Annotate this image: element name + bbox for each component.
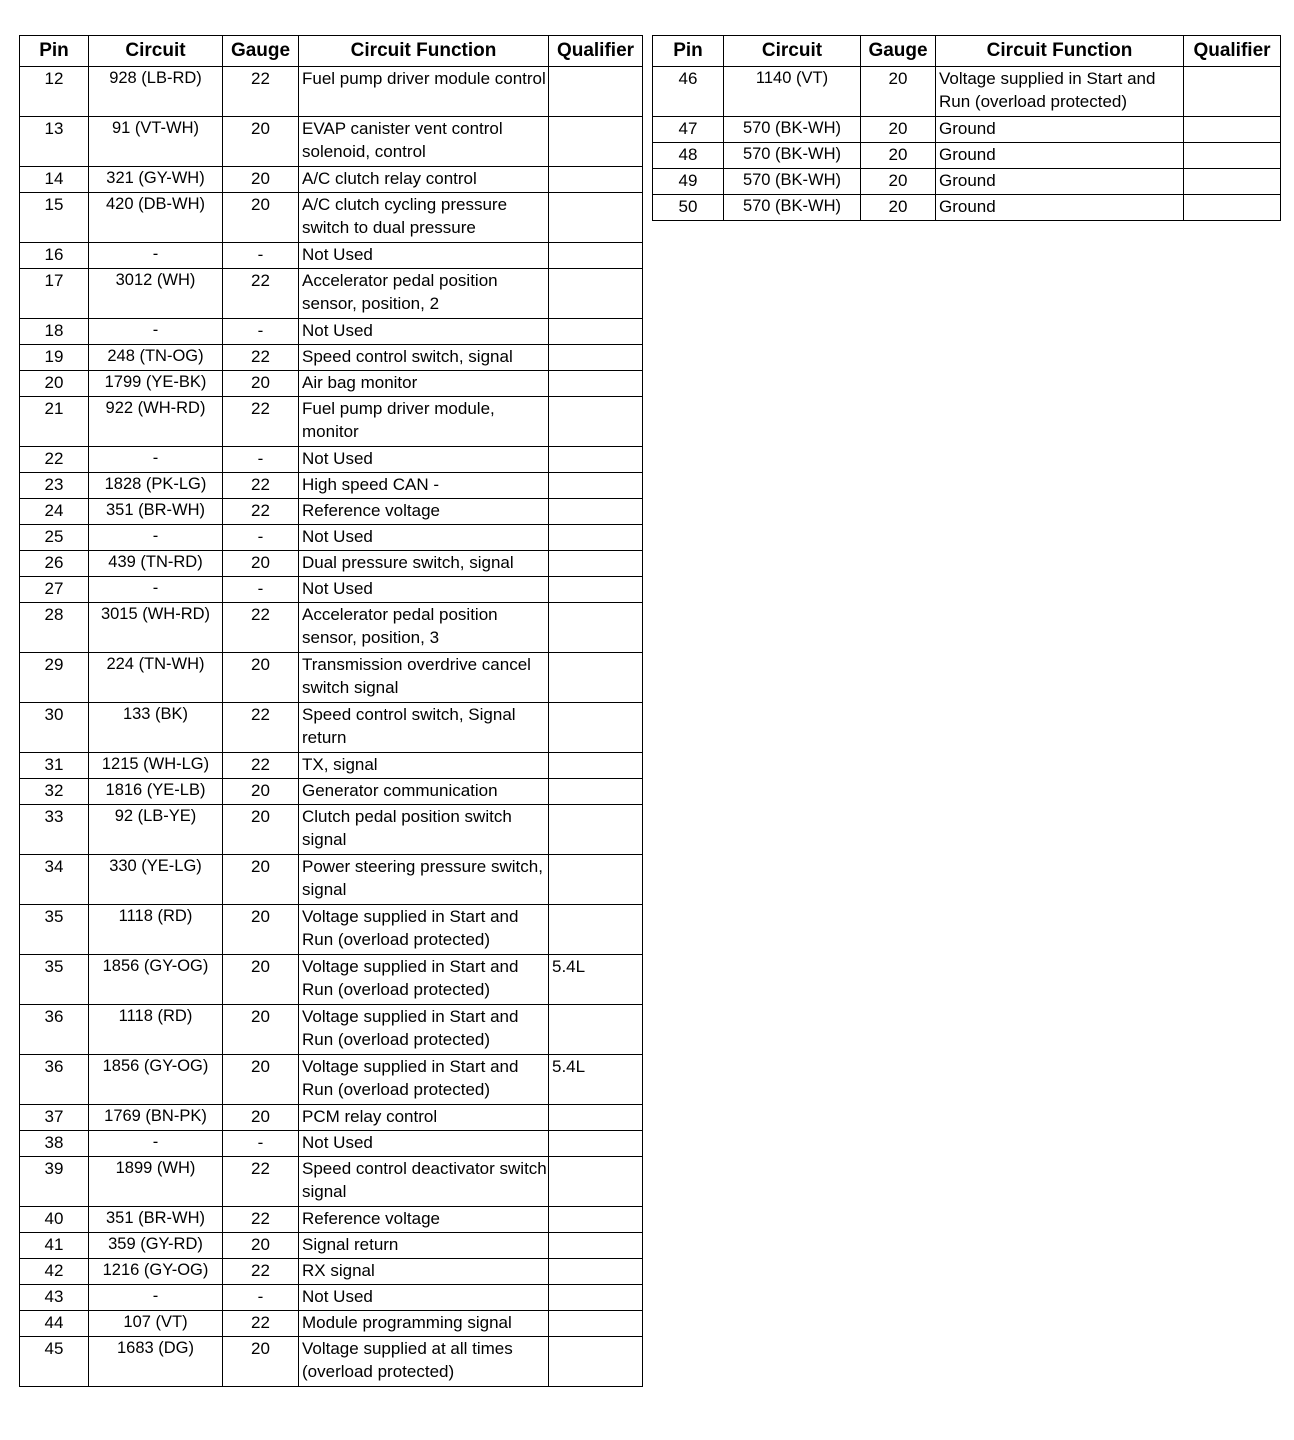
pin-cell: 32 xyxy=(20,779,89,805)
pin-cell: 40 xyxy=(20,1207,89,1233)
qualifier-cell xyxy=(549,1337,643,1387)
circuit-cell: 133 (BK) xyxy=(89,703,223,753)
circuit-cell: 91 (VT-WH) xyxy=(89,117,223,167)
pinout-table-left xyxy=(19,35,643,1387)
circuit-function-cell: Air bag monitor xyxy=(299,371,549,397)
gauge-cell: 20 xyxy=(223,955,299,1005)
circuit-cell: 321 (GY-WH) xyxy=(89,167,223,193)
table-row xyxy=(20,1131,643,1157)
pin-cell: 44 xyxy=(20,1311,89,1337)
gauge-cell: - xyxy=(223,447,299,473)
header-gauge: Gauge xyxy=(223,36,299,67)
qualifier-cell xyxy=(549,551,643,577)
pin-cell: 26 xyxy=(20,551,89,577)
table-row xyxy=(20,117,643,167)
pin-cell: 16 xyxy=(20,243,89,269)
qualifier-cell xyxy=(549,703,643,753)
pin-cell: 27 xyxy=(20,577,89,603)
circuit-function-cell: Accelerator pedal position sensor, position, 3 xyxy=(299,603,549,653)
circuit-cell: 928 (LB-RD) xyxy=(89,67,223,117)
qualifier-cell xyxy=(549,577,643,603)
gauge-cell: 20 xyxy=(223,1105,299,1131)
header-circuit: Circuit xyxy=(724,36,861,67)
circuit-cell: 1216 (GY-OG) xyxy=(89,1259,223,1285)
qualifier-cell xyxy=(549,193,643,243)
circuit-function-cell: Not Used xyxy=(299,447,549,473)
circuit-function-cell: Voltage supplied in Start and Run (overload protected) xyxy=(299,1005,549,1055)
table-row xyxy=(20,67,643,117)
table-row xyxy=(20,525,643,551)
pin-cell: 21 xyxy=(20,397,89,447)
circuit-function-cell: PCM relay control xyxy=(299,1105,549,1131)
table-row xyxy=(20,345,643,371)
circuit-function-cell: Speed control switch, signal xyxy=(299,345,549,371)
pinout-table-right xyxy=(652,35,1281,221)
circuit-cell: 1816 (YE-LB) xyxy=(89,779,223,805)
gauge-cell: 20 xyxy=(861,117,936,143)
qualifier-cell xyxy=(549,319,643,345)
pin-cell: 35 xyxy=(20,905,89,955)
circuit-cell: 359 (GY-RD) xyxy=(89,1233,223,1259)
circuit-cell: - xyxy=(89,1285,223,1311)
gauge-cell: 22 xyxy=(223,1311,299,1337)
table-row xyxy=(20,1105,643,1131)
qualifier-cell xyxy=(549,1131,643,1157)
pin-cell: 45 xyxy=(20,1337,89,1387)
qualifier-cell: 5.4L xyxy=(549,955,643,1005)
gauge-cell: - xyxy=(223,577,299,603)
table-row xyxy=(20,1005,643,1055)
qualifier-cell xyxy=(549,905,643,955)
pin-cell: 25 xyxy=(20,525,89,551)
circuit-function-cell: Generator communication xyxy=(299,779,549,805)
qualifier-cell xyxy=(1184,143,1281,169)
table-row xyxy=(20,447,643,473)
table-row xyxy=(20,753,643,779)
circuit-function-cell: Speed control switch, Signal return xyxy=(299,703,549,753)
gauge-cell: 22 xyxy=(223,345,299,371)
table-row xyxy=(20,805,643,855)
circuit-function-cell: Reference voltage xyxy=(299,499,549,525)
gauge-cell: 20 xyxy=(223,117,299,167)
gauge-cell: 20 xyxy=(223,371,299,397)
gauge-cell: - xyxy=(223,1131,299,1157)
header-pin: Pin xyxy=(20,36,89,67)
pin-cell: 15 xyxy=(20,193,89,243)
circuit-function-cell: Voltage supplied in Start and Run (overload protected) xyxy=(936,67,1184,117)
gauge-cell: 20 xyxy=(223,551,299,577)
pin-cell: 41 xyxy=(20,1233,89,1259)
circuit-function-cell: Not Used xyxy=(299,1131,549,1157)
gauge-cell: 20 xyxy=(223,905,299,955)
pin-cell: 30 xyxy=(20,703,89,753)
table-row xyxy=(20,603,643,653)
header-row xyxy=(20,36,643,67)
circuit-cell: 92 (LB-YE) xyxy=(89,805,223,855)
circuit-cell: - xyxy=(89,243,223,269)
table-body-right xyxy=(653,67,1281,221)
table-body-left xyxy=(20,67,643,1387)
qualifier-cell xyxy=(549,397,643,447)
circuit-cell: 1856 (GY-OG) xyxy=(89,955,223,1005)
gauge-cell: 20 xyxy=(861,169,936,195)
circuit-function-cell: Fuel pump driver module control xyxy=(299,67,549,117)
table-row xyxy=(20,1285,643,1311)
qualifier-cell xyxy=(549,1157,643,1207)
table-row xyxy=(20,397,643,447)
pin-cell: 43 xyxy=(20,1285,89,1311)
circuit-function-cell: A/C clutch relay control xyxy=(299,167,549,193)
gauge-cell: 20 xyxy=(223,653,299,703)
header-row xyxy=(653,36,1281,67)
qualifier-cell: 5.4L xyxy=(549,1055,643,1105)
pin-cell: 13 xyxy=(20,117,89,167)
pin-cell: 46 xyxy=(653,67,724,117)
table-row xyxy=(653,67,1281,117)
circuit-cell: 1118 (RD) xyxy=(89,1005,223,1055)
gauge-cell: 20 xyxy=(223,1233,299,1259)
gauge-cell: 22 xyxy=(223,753,299,779)
gauge-cell: 20 xyxy=(223,1005,299,1055)
circuit-cell: 922 (WH-RD) xyxy=(89,397,223,447)
circuit-cell: 1769 (BN-PK) xyxy=(89,1105,223,1131)
circuit-function-cell: Power steering pressure switch, signal xyxy=(299,855,549,905)
circuit-cell: 1215 (WH-LG) xyxy=(89,753,223,779)
circuit-function-cell: Ground xyxy=(936,169,1184,195)
gauge-cell: 22 xyxy=(223,603,299,653)
table-row xyxy=(20,577,643,603)
qualifier-cell xyxy=(1184,169,1281,195)
circuit-cell: 570 (BK-WH) xyxy=(724,195,861,221)
qualifier-cell xyxy=(549,525,643,551)
table-row xyxy=(653,143,1281,169)
table-row xyxy=(20,703,643,753)
circuit-cell: 107 (VT) xyxy=(89,1311,223,1337)
qualifier-cell xyxy=(549,345,643,371)
qualifier-cell xyxy=(549,1105,643,1131)
gauge-cell: 22 xyxy=(223,1157,299,1207)
circuit-function-cell: Not Used xyxy=(299,243,549,269)
circuit-function-cell: Ground xyxy=(936,143,1184,169)
gauge-cell: 22 xyxy=(223,67,299,117)
pin-cell: 19 xyxy=(20,345,89,371)
qualifier-cell xyxy=(549,653,643,703)
pin-cell: 36 xyxy=(20,1055,89,1105)
table-row xyxy=(653,117,1281,143)
table-row xyxy=(20,1055,643,1105)
circuit-cell: 224 (TN-WH) xyxy=(89,653,223,703)
table-row xyxy=(20,1311,643,1337)
header-qualifier: Qualifier xyxy=(549,36,643,67)
circuit-cell: 3015 (WH-RD) xyxy=(89,603,223,653)
gauge-cell: 20 xyxy=(223,855,299,905)
circuit-cell: 570 (BK-WH) xyxy=(724,143,861,169)
pin-cell: 47 xyxy=(653,117,724,143)
gauge-cell: 22 xyxy=(223,499,299,525)
qualifier-cell xyxy=(549,1207,643,1233)
qualifier-cell xyxy=(549,371,643,397)
gauge-cell: 20 xyxy=(223,193,299,243)
table-row xyxy=(20,499,643,525)
circuit-function-cell: Signal return xyxy=(299,1233,549,1259)
table-row xyxy=(20,319,643,345)
pin-cell: 37 xyxy=(20,1105,89,1131)
pin-cell: 34 xyxy=(20,855,89,905)
circuit-function-cell: Voltage supplied in Start and Run (overload protected) xyxy=(299,905,549,955)
gauge-cell: 22 xyxy=(223,1207,299,1233)
circuit-function-cell: Dual pressure switch, signal xyxy=(299,551,549,577)
circuit-cell: 439 (TN-RD) xyxy=(89,551,223,577)
gauge-cell: 22 xyxy=(223,397,299,447)
qualifier-cell xyxy=(549,1005,643,1055)
gauge-cell: - xyxy=(223,525,299,551)
qualifier-cell xyxy=(1184,195,1281,221)
gauge-cell: 22 xyxy=(223,703,299,753)
circuit-function-cell: Speed control deactivator switch signal xyxy=(299,1157,549,1207)
gauge-cell: 20 xyxy=(223,1337,299,1387)
circuit-function-cell: RX signal xyxy=(299,1259,549,1285)
qualifier-cell xyxy=(549,243,643,269)
gauge-cell: - xyxy=(223,243,299,269)
qualifier-cell xyxy=(1184,67,1281,117)
circuit-function-cell: Transmission overdrive cancel switch signal xyxy=(299,653,549,703)
circuit-function-cell: Voltage supplied in Start and Run (overload protected) xyxy=(299,955,549,1005)
pin-cell: 39 xyxy=(20,1157,89,1207)
table-row xyxy=(20,1259,643,1285)
pin-cell: 20 xyxy=(20,371,89,397)
circuit-cell: 570 (BK-WH) xyxy=(724,169,861,195)
qualifier-cell xyxy=(549,1259,643,1285)
table-row xyxy=(20,193,643,243)
table-row xyxy=(653,195,1281,221)
gauge-cell: 22 xyxy=(223,1259,299,1285)
pin-cell: 38 xyxy=(20,1131,89,1157)
qualifier-cell xyxy=(549,855,643,905)
table-row xyxy=(20,473,643,499)
pin-cell: 36 xyxy=(20,1005,89,1055)
pin-cell: 49 xyxy=(653,169,724,195)
circuit-function-cell: Voltage supplied in Start and Run (overload protected) xyxy=(299,1055,549,1105)
circuit-function-cell: High speed CAN - xyxy=(299,473,549,499)
circuit-cell: 570 (BK-WH) xyxy=(724,117,861,143)
circuit-cell: 1118 (RD) xyxy=(89,905,223,955)
circuit-cell: - xyxy=(89,447,223,473)
header-gauge: Gauge xyxy=(861,36,936,67)
header-circuit: Circuit xyxy=(89,36,223,67)
table-row xyxy=(20,551,643,577)
gauge-cell: 20 xyxy=(861,195,936,221)
gauge-cell: 20 xyxy=(223,805,299,855)
table-row xyxy=(653,169,1281,195)
gauge-cell: 22 xyxy=(223,473,299,499)
qualifier-cell xyxy=(549,167,643,193)
pin-cell: 31 xyxy=(20,753,89,779)
qualifier-cell xyxy=(549,117,643,167)
circuit-cell: 1799 (YE-BK) xyxy=(89,371,223,397)
pin-cell: 24 xyxy=(20,499,89,525)
circuit-function-cell: EVAP canister vent control solenoid, control xyxy=(299,117,549,167)
qualifier-cell xyxy=(549,603,643,653)
qualifier-cell xyxy=(549,779,643,805)
qualifier-cell xyxy=(549,753,643,779)
table-row xyxy=(20,955,643,1005)
circuit-function-cell: Not Used xyxy=(299,577,549,603)
circuit-function-cell: Accelerator pedal position sensor, position, 2 xyxy=(299,269,549,319)
circuit-function-cell: Fuel pump driver module, monitor xyxy=(299,397,549,447)
circuit-function-cell: Module programming signal xyxy=(299,1311,549,1337)
circuit-function-cell: Voltage supplied at all times (overload protected) xyxy=(299,1337,549,1387)
circuit-cell: 1140 (VT) xyxy=(724,67,861,117)
circuit-cell: 420 (DB-WH) xyxy=(89,193,223,243)
circuit-cell: - xyxy=(89,319,223,345)
pin-cell: 48 xyxy=(653,143,724,169)
pin-cell: 42 xyxy=(20,1259,89,1285)
table-row xyxy=(20,371,643,397)
qualifier-cell xyxy=(549,473,643,499)
circuit-cell: 3012 (WH) xyxy=(89,269,223,319)
gauge-cell: 20 xyxy=(861,67,936,117)
pin-cell: 22 xyxy=(20,447,89,473)
circuit-function-cell: Not Used xyxy=(299,1285,549,1311)
circuit-cell: - xyxy=(89,1131,223,1157)
circuit-function-cell: Ground xyxy=(936,195,1184,221)
gauge-cell: 20 xyxy=(223,779,299,805)
gauge-cell: 22 xyxy=(223,269,299,319)
qualifier-cell xyxy=(549,805,643,855)
circuit-function-cell: Not Used xyxy=(299,319,549,345)
table-row xyxy=(20,855,643,905)
gauge-cell: - xyxy=(223,1285,299,1311)
gauge-cell: 20 xyxy=(223,167,299,193)
pin-cell: 23 xyxy=(20,473,89,499)
table-row xyxy=(20,1207,643,1233)
pin-cell: 50 xyxy=(653,195,724,221)
qualifier-cell xyxy=(549,269,643,319)
table-row xyxy=(20,653,643,703)
qualifier-cell xyxy=(1184,117,1281,143)
header-circuit-function: Circuit Function xyxy=(936,36,1184,67)
circuit-cell: 330 (YE-LG) xyxy=(89,855,223,905)
table-row xyxy=(20,779,643,805)
circuit-function-cell: Reference voltage xyxy=(299,1207,549,1233)
circuit-function-cell: Ground xyxy=(936,117,1184,143)
circuit-cell: - xyxy=(89,525,223,551)
circuit-cell: 351 (BR-WH) xyxy=(89,499,223,525)
header-qualifier: Qualifier xyxy=(1184,36,1281,67)
qualifier-cell xyxy=(549,1311,643,1337)
header-circuit-function: Circuit Function xyxy=(299,36,549,67)
qualifier-cell xyxy=(549,67,643,117)
circuit-function-cell: A/C clutch cycling pressure switch to dual pressure xyxy=(299,193,549,243)
qualifier-cell xyxy=(549,447,643,473)
circuit-function-cell: Clutch pedal position switch signal xyxy=(299,805,549,855)
pin-cell: 29 xyxy=(20,653,89,703)
pin-cell: 28 xyxy=(20,603,89,653)
circuit-function-cell: Not Used xyxy=(299,525,549,551)
header-pin: Pin xyxy=(653,36,724,67)
table-row xyxy=(20,167,643,193)
circuit-cell: - xyxy=(89,577,223,603)
circuit-cell: 1856 (GY-OG) xyxy=(89,1055,223,1105)
pin-cell: 18 xyxy=(20,319,89,345)
qualifier-cell xyxy=(549,499,643,525)
pin-cell: 17 xyxy=(20,269,89,319)
pin-cell: 35 xyxy=(20,955,89,1005)
table-row xyxy=(20,905,643,955)
circuit-function-cell: TX, signal xyxy=(299,753,549,779)
circuit-cell: 1683 (DG) xyxy=(89,1337,223,1387)
circuit-cell: 1828 (PK-LG) xyxy=(89,473,223,499)
table-row xyxy=(20,1233,643,1259)
gauge-cell: 20 xyxy=(861,143,936,169)
table-row xyxy=(20,1337,643,1387)
pin-cell: 12 xyxy=(20,67,89,117)
qualifier-cell xyxy=(549,1233,643,1259)
qualifier-cell xyxy=(549,1285,643,1311)
pin-cell: 33 xyxy=(20,805,89,855)
gauge-cell: - xyxy=(223,319,299,345)
table-row xyxy=(20,1157,643,1207)
gauge-cell: 20 xyxy=(223,1055,299,1105)
table-row xyxy=(20,269,643,319)
table-row xyxy=(20,243,643,269)
circuit-cell: 248 (TN-OG) xyxy=(89,345,223,371)
circuit-cell: 351 (BR-WH) xyxy=(89,1207,223,1233)
circuit-cell: 1899 (WH) xyxy=(89,1157,223,1207)
pin-cell: 14 xyxy=(20,167,89,193)
